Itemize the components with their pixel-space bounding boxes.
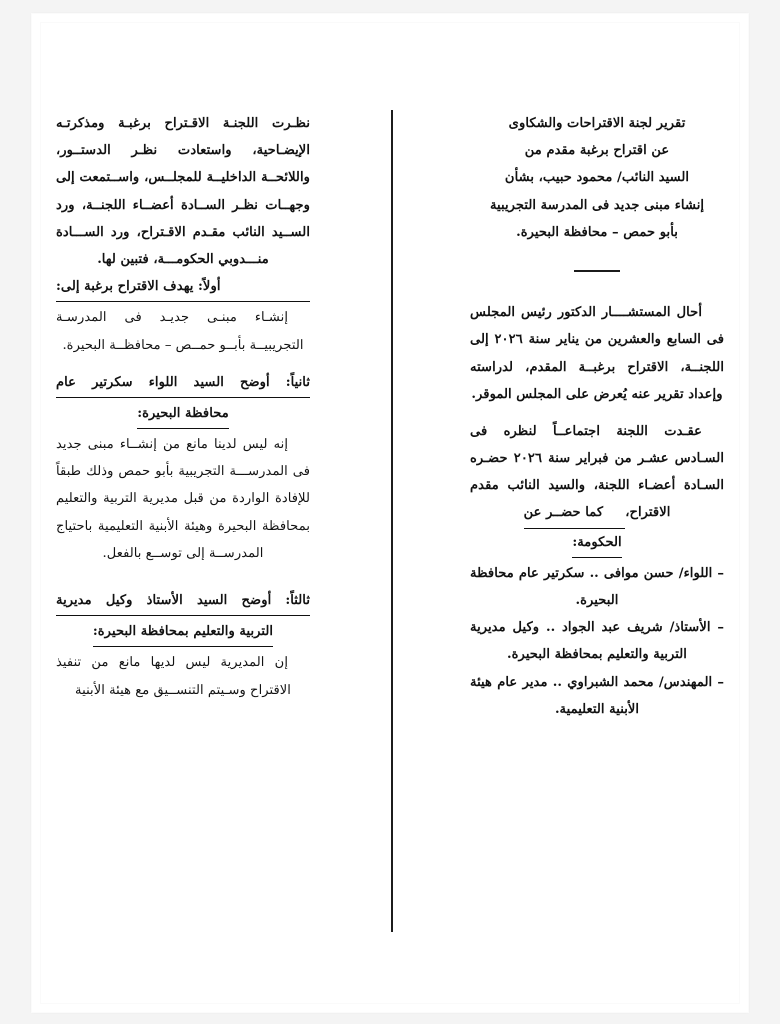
- spacer: [56, 359, 310, 369]
- title-line-3: السيد النائب/ محمود حبيب، بشأن: [504, 170, 690, 186]
- heading-third-line-2: التربية والتعليم بمحافظة البحيرة:: [93, 618, 273, 647]
- heading-first: [56, 273, 310, 302]
- horizontal-rule-icon: [574, 270, 620, 272]
- paragraph-second: إنه ليس لدينا مانع من إنشــاء مبنى جديد فى المدرســـة التجريبية بأبو حمص وذلك طبقاً للإفادة الواردة من قبل مديرية التربية والتعليم بمحافظة البحيرة وهيئة الأبنية التعليمية باحتياج المدرســة إلى توســع بالفعل.: [56, 437, 310, 561]
- heading-second-line-1: ثانياً: أوضح السيد اللواء سكرتير عام: [56, 369, 310, 398]
- paragraph-meeting: [470, 418, 724, 529]
- title-line-2: عن اقتراح برغبة مقدم من: [524, 143, 670, 159]
- left-column: [56, 110, 310, 704]
- paragraph-third: إن المديرية ليس لديها مانع من تنفيذ الاقتراح وسـيتم التنســيق مع هيئة الأبنية: [56, 655, 291, 698]
- two-column-body: [32, 14, 748, 1012]
- member-text: اللواء/ حسن موافى .. سكرتير عام محافظة البحيرة.: [470, 565, 713, 608]
- report-title-block: [470, 110, 724, 246]
- heading-first-text: أولاً: يهدف الاقتراح برغبة إلى:: [56, 279, 221, 295]
- member-dash-icon: –: [717, 565, 725, 581]
- paragraph-meeting-underlined-2: الحكومة:: [572, 529, 621, 558]
- paragraph-meeting-underlined-1: كما حضــر عن: [524, 499, 626, 528]
- spacer: [56, 567, 310, 587]
- paragraph-meeting-text: عقـدت اللجنة اجتماعــاً لنظره فى السـادس عشـر من فبراير سنة ٢٠٢٦ حضـره السـادة أعضـاء اللجنة، والسيد النائب مقدم الاقتراح،: [470, 423, 724, 521]
- document-page: [32, 14, 748, 1012]
- member-dash-icon: –: [717, 674, 725, 690]
- heading-second-line-2-wrap: [56, 400, 310, 429]
- member-item: [470, 560, 724, 614]
- member-text: الأستاذ/ شريف عبد الجواد .. وكيل مديرية التربية والتعليم بمحافظة البحيرة.: [470, 620, 711, 663]
- paragraph-meeting-underlined-2-wrap: [470, 529, 724, 558]
- section-separator: [470, 258, 724, 285]
- spacer: [470, 408, 724, 418]
- heading-third-line-1: ثالثاً: أوضح السيد الأستاذ وكيل مديرية: [56, 587, 310, 616]
- title-line-1: تقرير لجنة الاقتراحات والشكاوى: [508, 116, 686, 131]
- heading-second-line-2: محافظة البحيرة:: [137, 400, 229, 429]
- heading-third-line-2-wrap: [56, 618, 310, 647]
- right-column: [470, 110, 724, 723]
- member-item: [470, 614, 724, 668]
- column-divider: [391, 110, 393, 932]
- paragraph-first: إنشـاء مبنـى جديـد فى المدرسـة التجريبيــة بأبــو حمــص – محافظــة البحيرة.: [56, 310, 304, 353]
- member-item: [470, 669, 724, 723]
- title-line-5: بأبو حمص – محافظة البحيرة.: [516, 224, 678, 240]
- member-dash-icon: –: [717, 620, 725, 636]
- paragraph-referral: أحال المستشــــار الدكتور رئيس المجلس فى السابع والعشرين من يناير سنة ٢٠٢٦ إلى اللجنــة، الاقتراح برغبــة المقدم، لدراسته وإعداد تقرير عنه يُعرض على المجلس الموقر.: [470, 305, 724, 402]
- paragraph-opening: نظـرت اللجنـة الاقـتراح برغبـة ومذكرتـه الإيضـاحية، واستعادت نظـر الدستــور، واللائحــة الداخليــة للمجلــس، واســتمعت إلى وجهــات نظـر الســادة أعضــاء اللجنــة، ورد الســيد النائب مقـدم الاقـتراح، ورد الســـادة منـــدوبي الحكومـــة، فتبين لها.: [56, 116, 310, 267]
- title-line-4: إنشاء مبنى جديد فى المدرسة التجريبية: [489, 197, 705, 213]
- member-text: المهندس/ محمد الشبراوي .. مدير عام هيئة الأبنية التعليمية.: [470, 674, 713, 717]
